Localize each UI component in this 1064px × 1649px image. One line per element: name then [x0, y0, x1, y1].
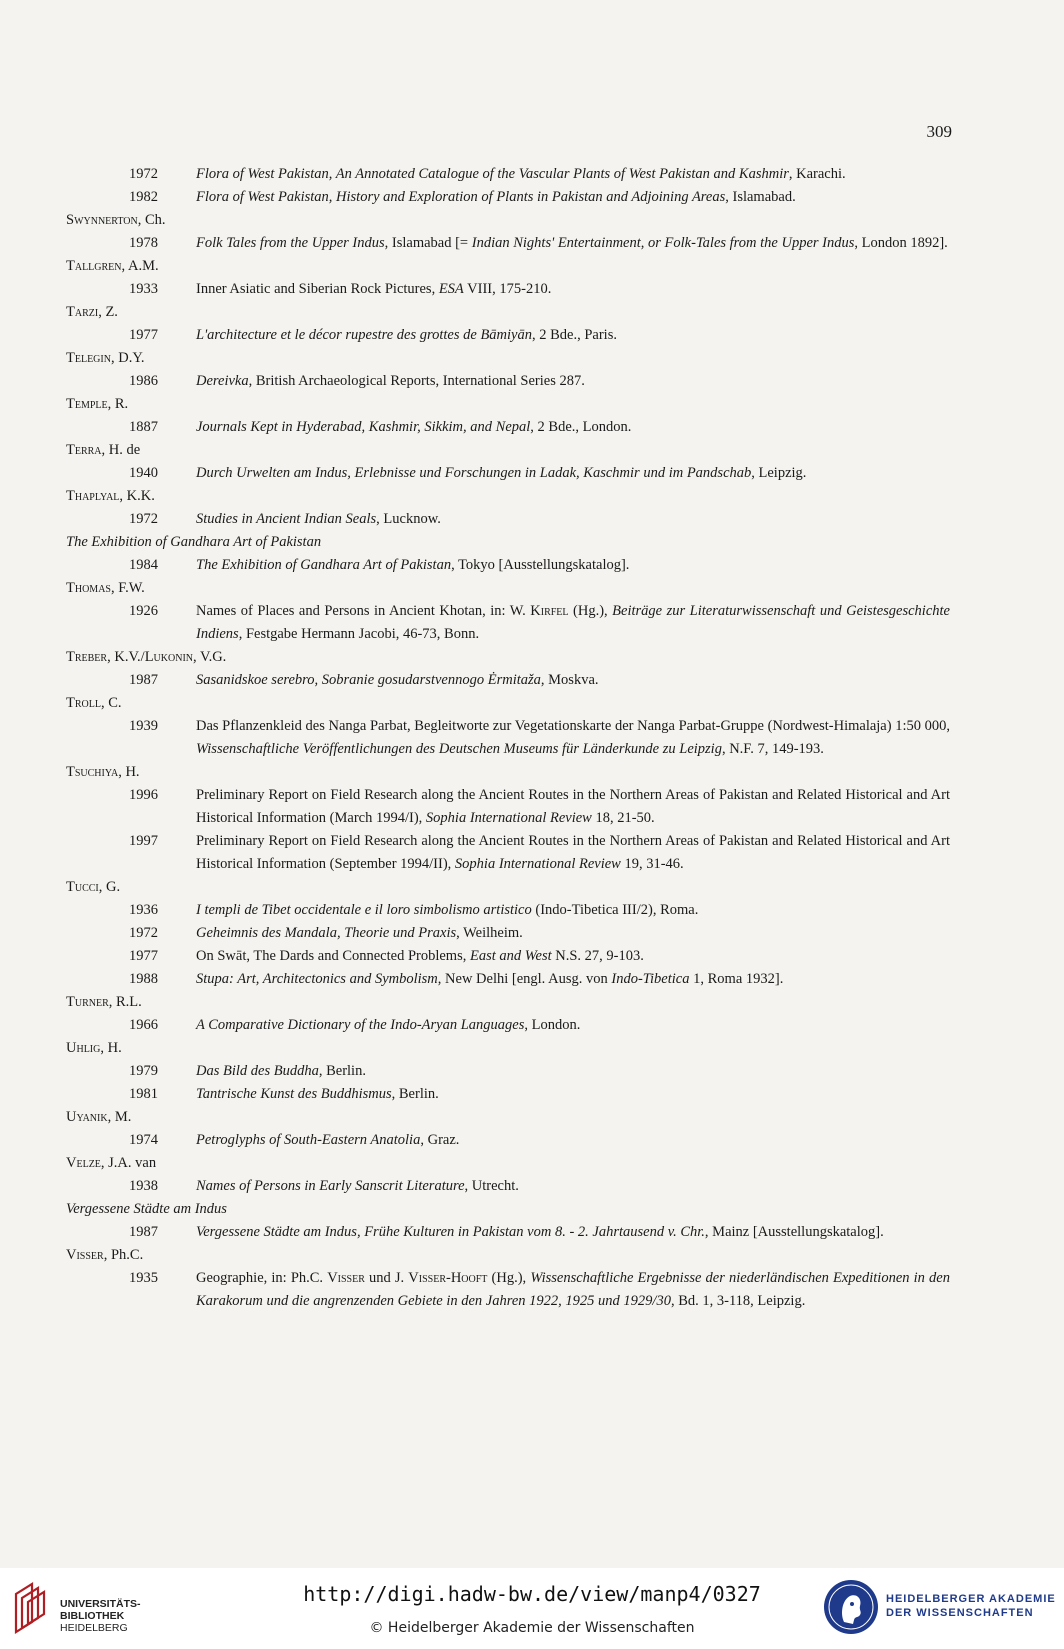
bibliography-entry: [66, 922, 950, 945]
text-segment: , 2 Bde., London.: [530, 419, 632, 435]
author-heading: [66, 393, 950, 416]
text-segment: , Graz.: [420, 1132, 460, 1148]
bibliography-list: [66, 163, 950, 1313]
entry-text: [196, 922, 950, 945]
text-segment: Temple: [66, 396, 108, 412]
text-segment: , A.M.: [121, 258, 159, 274]
entry-year: 1972: [129, 166, 158, 182]
author-heading: [66, 255, 950, 278]
bibliography-entry: [66, 1014, 950, 1037]
text-segment: N.S. 27, 9-103.: [551, 948, 644, 964]
text-segment: Geheimnis des Mandala, Theorie und Praxis: [196, 925, 457, 941]
author-heading: [66, 991, 950, 1014]
text-segment: Troll: [66, 695, 101, 711]
text-segment: , H.: [118, 764, 140, 780]
text-segment: Tallgren: [66, 258, 122, 274]
entry-year: 1981: [129, 1086, 158, 1102]
bibliography-entry: [66, 600, 950, 646]
bibliography-entry: [66, 1267, 950, 1313]
text-segment: Sasanidskoe serebro, Sobranie gosudarstvennogo Ėrmitaža: [196, 672, 541, 688]
entry-year: 1987: [129, 1224, 158, 1240]
entry-year: 1936: [129, 902, 158, 918]
text-segment: Uhlig: [66, 1040, 101, 1056]
text-segment: , Bd. 1, 3-118, Leipzig.: [670, 1293, 806, 1309]
text-segment: Folk Tales from the Upper Indus: [196, 235, 385, 251]
author-heading: [66, 761, 950, 784]
entry-year: 1996: [129, 787, 158, 803]
entry-text: [196, 600, 950, 646]
text-segment: Visser-Hooft: [408, 1270, 488, 1286]
text-segment: Das Bild des Buddha: [196, 1063, 319, 1079]
entry-text: [196, 1221, 950, 1244]
entry-text: [196, 1129, 950, 1152]
text-segment: Swynnerton: [66, 212, 138, 228]
academy-line-2: DER WISSENSCHAFTEN: [886, 1607, 1034, 1619]
text-segment: , J.A. van: [100, 1155, 157, 1171]
author-heading: [66, 209, 950, 232]
text-segment: , Karachi.: [788, 166, 846, 182]
text-segment: 1, Roma 1932].: [689, 971, 784, 987]
copyright-notice: © Heidelberger Akademie der Wissenschaften: [369, 1620, 695, 1636]
bibliography-entry: [66, 324, 950, 347]
bibliography-entry: [66, 1060, 950, 1083]
entry-year: 1938: [129, 1178, 158, 1194]
academy-seal-icon[interactable]: [822, 1578, 880, 1636]
bibliography-entry: [66, 968, 950, 991]
text-segment: , Ph.C.: [103, 1247, 144, 1263]
author-heading: [66, 577, 950, 600]
text-segment: Lukonin: [144, 649, 193, 665]
text-segment: Velze: [66, 1155, 101, 1171]
text-segment: , Leipzig.: [751, 465, 807, 481]
text-segment: , Weilheim.: [456, 925, 523, 941]
text-segment: , V.G.: [193, 649, 227, 665]
text-segment: Thomas: [66, 580, 111, 596]
text-segment: Names of Persons in Early Sanscrit Literature: [196, 1178, 465, 1194]
text-segment: , C.: [100, 695, 122, 711]
entry-text: [196, 324, 950, 347]
academy-line-1: HEIDELBERGER AKADEMIE: [886, 1593, 1056, 1605]
text-segment: Stupa: Art, Architectonics and Symbolism: [196, 971, 438, 987]
entry-year: 1979: [129, 1063, 158, 1079]
entry-year: 1977: [129, 948, 158, 964]
bibliography-entry: [66, 1221, 950, 1244]
page-url-link[interactable]: http://digi.hadw-bw.de/view/manp4/0327: [303, 1582, 761, 1606]
text-segment: On Swāt, The Dards and Connected Problems,: [196, 948, 470, 964]
text-segment: , G.: [98, 879, 121, 895]
bibliography-entry: [66, 1083, 950, 1106]
entry-text: [196, 968, 950, 991]
text-segment: , Z.: [98, 304, 118, 320]
text-segment: Vergessene Städte am Indus, Frühe Kulturen in Pakistan vom 8. - 2. Jahrtausend v. Chr.: [196, 1224, 705, 1240]
text-segment: Turner: [66, 994, 109, 1010]
bibliography-entry: [66, 186, 950, 209]
bibliography-entry: [66, 416, 950, 439]
text-segment: , Tokyo [Ausstellungskatalog].: [451, 557, 630, 573]
entry-year: 1978: [129, 235, 158, 251]
bibliography-entry: [66, 945, 950, 968]
text-segment: Telegin: [66, 350, 111, 366]
text-segment: und J.: [364, 1270, 409, 1286]
text-segment: , F.W.: [110, 580, 145, 596]
text-segment: , Moskva.: [540, 672, 599, 688]
author-heading: [66, 1152, 950, 1175]
bibliography-entry: [66, 462, 950, 485]
text-segment: Sophia International Review: [425, 810, 592, 826]
text-segment: , R.: [107, 396, 129, 412]
bibliography-entry: [66, 278, 950, 301]
text-segment: Dereivka: [196, 373, 249, 389]
page-number: 309: [926, 122, 952, 141]
text-segment: , British Archaeological Reports, International Series 287.: [248, 373, 585, 389]
author-heading: [66, 439, 950, 462]
entry-year: 1988: [129, 971, 158, 987]
entry-year: 1974: [129, 1132, 158, 1148]
entry-year: 1966: [129, 1017, 158, 1033]
text-segment: VIII, 175-210.: [463, 281, 552, 297]
text-segment: Terra: [66, 442, 102, 458]
text-segment: Preliminary Report on Field Research along the Ancient Routes in the Northern Areas of Pakistan and Related Historical and Art Historical Information (September 1994/II),: [196, 833, 950, 872]
text-segment: , M.: [107, 1109, 132, 1125]
text-segment: Tarzi: [66, 304, 99, 320]
bibliography-entry: [66, 899, 950, 922]
text-segment: Das Pflanzenkleid des Nanga Parbat, Begleitworte zur Vegetationskarte der Nanga Parbat-Gruppe (Nordwest-Himalaja) 1:50 000,: [196, 718, 950, 734]
text-segment: Preliminary Report on Field Research along the Ancient Routes in the Northern Areas of Pakistan and Related Historical and Art Historical Information (March 1994/I),: [196, 787, 950, 826]
text-segment: Geographie, in: Ph.C.: [196, 1270, 328, 1286]
entry-text: [196, 186, 950, 209]
entry-year: 1939: [129, 718, 158, 734]
bibliography-entry: [66, 784, 950, 830]
entry-text: [196, 278, 950, 301]
text-segment: L'architecture et le décor rupestre des grottes de Bāmiyān: [196, 327, 532, 343]
entry-year: 1887: [129, 419, 158, 435]
author-heading: [66, 1244, 950, 1267]
text-segment: Beiträge zur Literaturwissenschaft und Geistesgeschichte Indiens: [196, 603, 950, 642]
text-segment: Thaplyal: [66, 488, 120, 504]
text-segment: Sophia International Review: [454, 856, 621, 872]
author-heading: [66, 1106, 950, 1129]
text-segment: , Lucknow.: [376, 511, 441, 527]
entry-text: [196, 232, 950, 255]
entry-text: [196, 1175, 950, 1198]
text-segment: I templi de Tibet occidentale e il loro simbolismo artistico: [196, 902, 532, 918]
academy-name: [886, 1592, 1056, 1620]
entry-year: 1986: [129, 373, 158, 389]
entry-text: [196, 1014, 950, 1037]
text-segment: Wissenschaftliche Veröffentlichungen des Deutschen Museums für Länderkunde zu Leipzig: [196, 741, 722, 757]
library-line-1: UNIVERSITÄTS-: [60, 1598, 141, 1610]
text-segment: 18, 21-50.: [591, 810, 655, 826]
bibliography-entry: [66, 669, 950, 692]
text-segment: Visser: [66, 1247, 104, 1263]
author-heading: [66, 301, 950, 324]
text-segment: , London 1892].: [854, 235, 948, 251]
text-segment: A Comparative Dictionary of the Indo-Aryan Languages: [196, 1017, 525, 1033]
author-heading: [66, 485, 950, 508]
entry-year: 1982: [129, 189, 158, 205]
text-segment: Indian Nights' Entertainment, or Folk-Tales from the Upper Indus: [471, 235, 855, 251]
text-segment: , K.V./: [107, 649, 145, 665]
entry-year: 1972: [129, 511, 158, 527]
text-segment: Inner Asiatic and Siberian Rock Pictures,: [196, 281, 439, 297]
entry-text: [196, 1083, 950, 1106]
text-segment: Studies in Ancient Indian Seals: [196, 511, 377, 527]
text-segment: Durch Urwelten am Indus, Erlebnisse und Forschungen in Ladak, Kaschmir und im Pandschab: [196, 465, 752, 481]
bibliography-entry: [66, 1129, 950, 1152]
text-segment: , 2 Bde., Paris.: [532, 327, 617, 343]
entry-year: 1940: [129, 465, 158, 481]
entry-text: [196, 416, 950, 439]
text-segment: Visser: [327, 1270, 365, 1286]
entry-text: [196, 508, 950, 531]
entry-text: [196, 163, 950, 186]
text-segment: Flora of West Pakistan, An Annotated Catalogue of the Vascular Plants of West Pakistan and Kashmir: [196, 166, 789, 182]
text-segment: , London.: [524, 1017, 581, 1033]
text-segment: 19, 31-46.: [620, 856, 684, 872]
text-segment: (Hg.),: [568, 603, 613, 619]
text-segment: The Exhibition of Gandhara Art of Pakistan: [196, 557, 452, 573]
entry-year: 1935: [129, 1270, 158, 1286]
text-segment: , Islamabad.: [725, 189, 796, 205]
bibliography-entry: [66, 163, 950, 186]
entry-text: [196, 1267, 950, 1313]
author-heading: [66, 347, 950, 370]
entry-text: [196, 830, 950, 876]
text-segment: , Mainz [Ausstellungskatalog].: [704, 1224, 884, 1240]
entry-text: [196, 462, 950, 485]
text-segment: Treber: [66, 649, 108, 665]
text-segment: East and West: [469, 948, 552, 964]
bibliography-entry: [66, 232, 950, 255]
text-segment: Journals Kept in Hyderabad, Kashmir, Sikkim, and Nepal: [196, 419, 531, 435]
entry-year: 1997: [129, 833, 158, 849]
text-segment: , Berlin.: [391, 1086, 439, 1102]
entry-text: [196, 370, 950, 393]
text-segment: , Utrecht.: [464, 1178, 519, 1194]
text-segment: , New Delhi [engl. Ausg. von: [437, 971, 612, 987]
author-heading: [66, 531, 950, 554]
entry-year: 1933: [129, 281, 158, 297]
entry-year: 1972: [129, 925, 158, 941]
text-segment: , Ch.: [137, 212, 166, 228]
entry-year: 1926: [129, 603, 158, 619]
text-segment: Tucci: [66, 879, 99, 895]
bibliography-entry: [66, 715, 950, 761]
entry-text: [196, 669, 950, 692]
entry-year: 1987: [129, 672, 158, 688]
library-line-3: HEIDELBERG: [60, 1622, 128, 1634]
entry-text: [196, 899, 950, 922]
author-heading: [66, 1037, 950, 1060]
author-heading: [66, 646, 950, 669]
footer-bar: [0, 1568, 1064, 1649]
author-heading: [66, 1198, 950, 1221]
text-segment: , H.: [100, 1040, 122, 1056]
text-segment: , R.L.: [108, 994, 142, 1010]
text-segment: The Exhibition of Gandhara Art of Pakistan: [66, 534, 322, 550]
text-segment: , Festgabe Hermann Jacobi, 46-73, Bonn.: [238, 626, 480, 642]
bibliography-entry: [66, 1175, 950, 1198]
text-segment: Uyanik: [66, 1109, 108, 1125]
text-segment: Names of Places and Persons in Ancient Khotan, in: W.: [196, 603, 531, 619]
text-segment: (Indo-Tibetica III/2), Roma.: [531, 902, 699, 918]
entry-text: [196, 1060, 950, 1083]
text-segment: , N.F. 7, 149-193.: [721, 741, 824, 757]
text-segment: , H. de: [101, 442, 141, 458]
text-segment: ESA: [438, 281, 464, 297]
text-segment: Kirfel: [530, 603, 569, 619]
text-segment: Petroglyphs of South-Eastern Anatolia: [196, 1132, 421, 1148]
library-line-2: BIBLIOTHEK: [60, 1610, 125, 1622]
entry-text: [196, 715, 950, 761]
bibliography-entry: [66, 554, 950, 577]
text-segment: (Hg.),: [487, 1270, 531, 1286]
text-segment: , D.Y.: [110, 350, 145, 366]
text-segment: Flora of West Pakistan, History and Exploration of Plants in Pakistan and Adjoining Areas: [196, 189, 726, 205]
entry-text: [196, 784, 950, 830]
text-segment: , Berlin.: [318, 1063, 366, 1079]
entry-year: 1977: [129, 327, 158, 343]
bibliography-entry: [66, 830, 950, 876]
text-segment: Tsuchiya: [66, 764, 119, 780]
bibliography-entry: [66, 370, 950, 393]
text-segment: Tantrische Kunst des Buddhismus: [196, 1086, 392, 1102]
text-segment: , K.K.: [119, 488, 155, 504]
author-heading: [66, 692, 950, 715]
entry-text: [196, 554, 950, 577]
entry-text: [196, 945, 950, 968]
entry-year: 1984: [129, 557, 158, 573]
text-segment: Wissenschaftliche Ergebnisse der niederländischen Expeditionen in den Karakorum und die angrenzenden Gebiete in den Jahren 1922, 1925 und 1929/30: [196, 1270, 950, 1309]
bibliography-entry: [66, 508, 950, 531]
text-segment: Vergessene Städte am Indus: [66, 1201, 227, 1217]
text-segment: , Islamabad [=: [384, 235, 472, 251]
author-heading: [66, 876, 950, 899]
text-segment: Indo-Tibetica: [611, 971, 690, 987]
